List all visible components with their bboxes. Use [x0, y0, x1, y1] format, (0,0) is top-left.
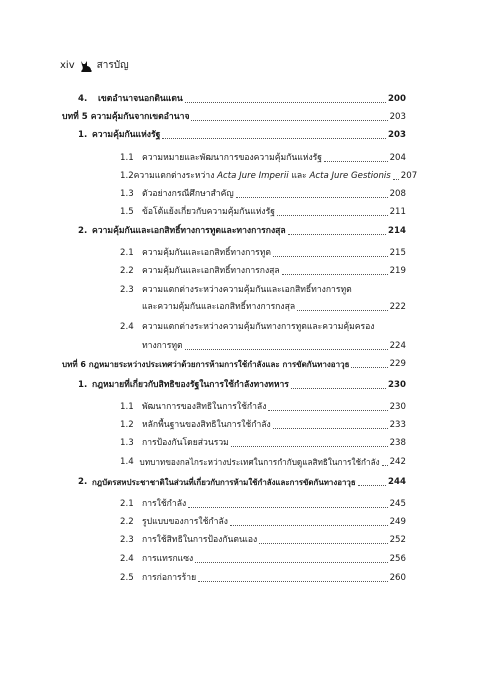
toc-entry-page: 214: [388, 226, 406, 236]
toc-entry-title: ความคุ้มกันแห่งรัฐ: [92, 130, 161, 140]
toc-entry-title: กฎบัตรสหประชาชาติในส่วนที่เกี่ยวกับการห้ามใช้กำลังและการขัดกันทางอาวุธ: [92, 478, 356, 487]
toc-subentry[interactable]: [120, 266, 406, 277]
toc-subentry[interactable]: [142, 302, 406, 313]
dot-leader: [185, 102, 386, 103]
toc-subentry[interactable]: [120, 573, 406, 584]
dot-leader: [393, 179, 399, 180]
toc-entry-page: 256: [389, 554, 406, 564]
dot-leader: [382, 465, 388, 466]
dot-leader: [185, 349, 388, 350]
toc-subentry[interactable]: [120, 438, 406, 449]
toc-entry-page: 230: [388, 380, 406, 390]
toc-entry-title: กฎหมายที่เกี่ยวกับสิทธิของรัฐในการใช้กำลังทางทหาร: [92, 380, 289, 390]
page-title: สารบัญ: [96, 60, 129, 71]
toc-entry-number: 2.5: [120, 573, 134, 583]
toc-entry-title: พัฒนาการของสิทธิในการใช้กำลัง: [142, 402, 267, 412]
toc-entry-page: 238: [389, 438, 406, 448]
toc-entry-number: 2.1: [120, 499, 134, 509]
toc-entry-title: ความคุ้มกันและเอกสิทธิ์ทางการกงสุล: [142, 266, 280, 276]
toc-entry-page: 230: [389, 402, 406, 412]
toc-entry-title: การใช้กำลัง: [142, 499, 187, 509]
toc-entry-number: 1.3: [120, 189, 134, 199]
toc-entry[interactable]: [78, 380, 406, 391]
toc-entry-number: 1.: [78, 380, 88, 390]
toc-entry-number: 1.2: [120, 171, 134, 181]
dot-leader: [188, 507, 387, 508]
toc-entry-page: 242: [389, 457, 406, 467]
toc-entry-page: 244: [388, 477, 406, 487]
dot-leader: [268, 410, 387, 411]
toc-entry-title: บทที่ 6 กฎหมายระหว่างประเทศว่าด้วยการห้ามการใช้กำลังและ การขัดกันทางอาวุธ: [62, 360, 350, 369]
toc-entry-title: รูปแบบของการใช้กำลัง: [142, 517, 228, 527]
toc-entry-number: 1.5: [120, 207, 134, 217]
toc-entry-page: 200: [388, 94, 406, 104]
cat-icon: [79, 59, 93, 73]
dot-leader: [351, 367, 387, 368]
toc-entry[interactable]: [78, 94, 406, 105]
toc-subentry-title-line1[interactable]: ความแตกต่างระหว่างความคุ้มกันและเอกสิทธิ์ทางการทูต: [142, 285, 352, 295]
dot-leader: [231, 446, 388, 447]
dot-leader: [236, 197, 388, 198]
dot-leader: [162, 138, 386, 139]
toc-entry-number: 1.: [78, 130, 88, 140]
dot-leader: [282, 274, 388, 275]
dot-leader: [297, 310, 387, 311]
toc-entry-title: ตัวอย่างกรณีศึกษาสำคัญ: [142, 189, 234, 199]
toc-entry-number: 2.2: [120, 266, 134, 276]
toc-subentry-number: 2.3: [120, 285, 134, 295]
toc-entry-number: 1.1: [120, 402, 134, 412]
toc-entry-title: [134, 171, 391, 182]
toc-subentry[interactable]: [120, 420, 406, 431]
toc-subentry[interactable]: [120, 189, 406, 200]
dot-leader: [273, 428, 388, 429]
latin-term: Acta Jure Gestionis: [309, 171, 391, 181]
title-part: และ: [288, 171, 310, 181]
dot-leader: [230, 525, 388, 526]
page-number: xiv: [60, 60, 75, 71]
toc-entry-number: 2.: [78, 477, 88, 487]
dot-leader: [277, 215, 388, 216]
page-header: [60, 58, 129, 73]
toc-entry-page: 215: [389, 248, 406, 258]
toc-entry-page: 208: [389, 189, 406, 199]
dot-leader: [324, 161, 388, 162]
toc-entry-page: 245: [389, 499, 406, 509]
toc-entry-title: ความหมายและพัฒนาการของความคุ้มกันแห่งรัฐ: [142, 153, 322, 163]
toc-entry-page: 233: [389, 420, 406, 430]
toc-subentry[interactable]: [120, 207, 406, 218]
toc-entry-title: ข้อโต้แย้งเกี่ยวกับความคุ้มกันแห่งรัฐ: [142, 207, 275, 217]
toc-entry[interactable]: [78, 477, 406, 488]
toc-entry-number: 1.4: [120, 457, 134, 467]
toc-entry-number: 4.: [78, 94, 88, 104]
toc-entry-page: 204: [389, 153, 406, 163]
toc-entry-title: การป้องกันโดยส่วนรวม: [142, 438, 229, 448]
toc-entry-title: บทที่ 5 ความคุ้มกันจากเขตอำนาจ: [62, 112, 190, 122]
toc-subentry[interactable]: [120, 402, 406, 413]
toc-entry-title: การก่อการร้าย: [142, 573, 197, 583]
toc-entry[interactable]: [78, 226, 406, 237]
toc-subentry[interactable]: [120, 248, 406, 259]
dot-leader: [195, 562, 387, 563]
toc-entry-number: 2.1: [120, 248, 134, 258]
title-part: ความแตกต่างระหว่าง: [133, 171, 218, 181]
toc-entry-number: 2.3: [120, 535, 134, 545]
toc-subentry[interactable]: [120, 171, 418, 182]
toc-subentry[interactable]: [120, 153, 406, 164]
toc-entry-page: 222: [389, 302, 406, 312]
toc-entry-title: การใช้สิทธิในการป้องกันตนเอง: [142, 535, 258, 545]
toc-entry-number: 2.2: [120, 517, 134, 527]
toc-chapter-entry[interactable]: [62, 112, 406, 123]
toc-entry-page: 249: [389, 517, 406, 527]
toc-entry-title: บทบาทของกลไกระหว่างประเทศในการกำกับดูแลสิทธิในการใช้กำลัง: [139, 457, 380, 467]
toc-entry-number: 2.4: [120, 554, 134, 564]
toc-entry-page: 229: [389, 359, 406, 369]
toc-subentry[interactable]: [120, 517, 406, 528]
toc-entry-page: 203: [388, 130, 406, 140]
toc-entry-page: 207: [400, 171, 418, 181]
toc-entry-title: การแทรกแซง: [142, 554, 194, 564]
toc-entry-title: ความคุ้มกันและเอกสิทธิ์ทางการทูตและทางการกงสุล: [92, 226, 286, 236]
toc-chapter-entry[interactable]: [62, 359, 406, 370]
toc-entry-number: 1.2: [120, 420, 134, 430]
dot-leader: [288, 234, 386, 235]
toc-entry-page: 203: [389, 112, 406, 122]
toc-entry-title-line2: ทางการทูต: [142, 341, 183, 351]
toc-subentry-number: 2.4: [120, 322, 134, 332]
dot-leader: [191, 120, 387, 121]
dot-leader: [358, 485, 386, 486]
toc-entry-page: 224: [389, 341, 406, 351]
latin-term: Acta Jure Imperii: [217, 171, 289, 181]
toc-subentry[interactable]: [120, 554, 406, 565]
toc-entry[interactable]: [78, 130, 406, 141]
toc-entry-number: 2.: [78, 226, 88, 236]
dot-leader: [259, 543, 387, 544]
toc-subentry[interactable]: [142, 341, 406, 352]
dot-leader: [198, 581, 387, 582]
toc-subentry-title-line1[interactable]: ความแตกต่างระหว่างความคุ้มกันทางการทูตและความคุ้มครอง: [142, 322, 375, 332]
toc-entry-title: หลักพื้นฐานของสิทธิในการใช้กำลัง: [142, 420, 271, 430]
toc-entry-number: 1.1: [120, 153, 134, 163]
dot-leader: [291, 388, 386, 389]
toc-entry-title-line2: และความคุ้มกันและเอกสิทธิ์ทางการกงสุล: [142, 302, 296, 312]
toc-entry-page: 219: [389, 266, 406, 276]
toc-entry-title: เขตอำนาจนอกดินแดน: [98, 94, 183, 104]
toc-entry-number: 1.3: [120, 438, 134, 448]
toc-subentry[interactable]: [120, 535, 406, 546]
toc-entry-page: 211: [389, 207, 406, 217]
toc-subentry[interactable]: [120, 499, 406, 510]
dot-leader: [273, 256, 388, 257]
toc-entry-page: 260: [389, 573, 406, 583]
toc-subentry[interactable]: [120, 457, 406, 468]
toc-entry-page: 252: [389, 535, 406, 545]
toc-entry-title: ความคุ้มกันและเอกสิทธิ์ทางการทูต: [142, 248, 272, 258]
